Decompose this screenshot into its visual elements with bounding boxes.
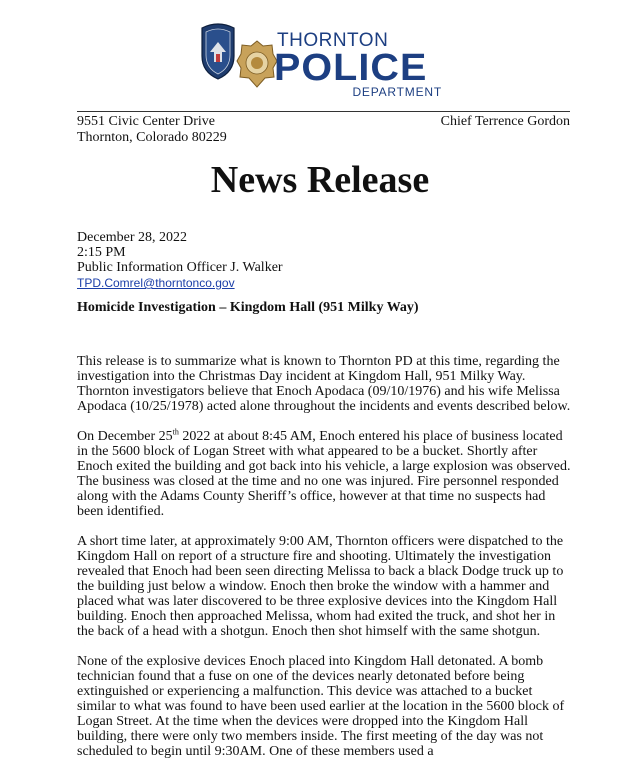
contact-email-link[interactable]: TPD.Comrel@thorntonco.gov [77,276,235,290]
release-date: December 28, 2022 [77,230,188,245]
release-time: 2:15 PM [77,245,126,260]
release-subject: Homicide Investigation – Kingdom Hall (951 Milky Way) [77,300,419,315]
p2-ordinal: th [172,427,179,437]
release-meta [77,230,283,291]
police-patch-icon [200,22,236,80]
body-paragraph-2 [77,429,573,519]
logo-thornton-text: THORNTON [277,30,389,51]
logo-police-text: POLICE [274,47,428,89]
chief-name: Chief Terrence Gordon [440,114,570,129]
logo-department-text: DEPARTMENT [352,85,442,99]
department-address [77,114,227,146]
page-title: News Release [210,159,430,201]
release-body [77,354,573,774]
police-badge-icon [236,40,278,88]
address-line-2: Thornton, Colorado 80229 [77,130,227,145]
department-logo [200,20,450,100]
body-paragraph-1: This release is to summarize what is known to Thornton PD at this time, regarding the investigation into the Christmas Day incident at Kingdom Hall, 951 Milky Way. Thornton investigators believe that Enoch Apodaca (09/10/1976) and his wife Melissa Apodaca (10/25/1978) acted alone throughout the incidents and events described below. [77,354,571,414]
header-divider [77,111,570,112]
body-paragraph-3: A short time later, at approximately 9:00 AM, Thornton officers were dispatched to the Kingdom Hall on report of a structure fire and shooting. Ultimately the investigation revealed that Enoch had been seen directing Melissa to back a black Dodge truck up to the building just below a window. Enoch then broke the window with a hammer and placed what was later discovered to be three explosive devices into the Kingdom Hall building. Enoch then approached Melissa, whom had exited the truck, and shot her in the back of a head with a shotgun. Enoch then shot himself with the same shotgun. [77,534,564,639]
p2-date: On December 25 [77,429,173,444]
p2-text: 2022 at about 8:45 AM, Enoch entered his place of business located in the 5600 block of Logan Street with what appeared to be a bucket. Shortly after Enoch exited the building and got back into his vehicle, a large explosion was observed. The business was closed at the time and no one was injured. Fire personnel responded along with the Adams County Sheriff’s office, however at that time no suspects had been identified. [77,429,571,519]
body-paragraph-4: None of the explosive devices Enoch placed into Kingdom Hall detonated. A bomb technician found that a fuse on one of the devices nearly detonated before being extinguished or experiencing a malfunction. This device was attached to a bucket similar to what was found to have been used earlier at the location in the 5600 block of Logan Street. At the time when the devices were dropped into the Kingdom Hall building, there were only two members inside. The first meeting of the day was not scheduled to begin until 9:30AM. One of these members used a [77,654,565,759]
release-officer: Public Information Officer J. Walker [77,260,283,275]
address-line-1: 9551 Civic Center Drive [77,114,216,129]
